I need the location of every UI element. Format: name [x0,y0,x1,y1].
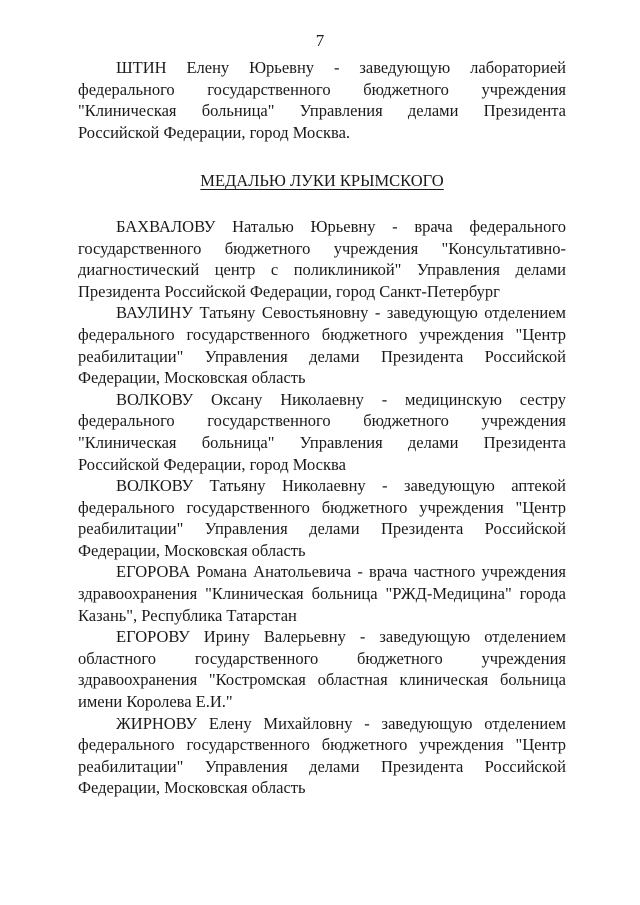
awardee-entry: ВАУЛИНУ Татьяну Севостьяновну - заведующую отделением федерального государственного бюджетного учреждения "Центр реабилитации" Управления делами Президента Российской Федерации, Московская область [78,303,566,388]
intro-paragraph: ШТИН Елену Юрьевну - заведующую лабораторией федерального государственного бюджетного учреждения "Клиническая больница" Управления делами Президента Российской Федерации, город Москва. [78,58,566,142]
awardee-entry: ВОЛКОВУ Оксану Николаевну - медицинскую сестру федерального государственного бюджетного учреждения "Клиническая больница" Управления делами Президента Российской Федерации, город Москва [78,389,566,474]
awardee-list [78,216,566,799]
awardee-entry: БАХВАЛОВУ Наталью Юрьевну - врача федерального государственного бюджетного учреждения "Консультативно-диагностический центр с поликлиникой" Управления делами Президента Российской Федерации, город Санкт-Петербург [78,216,566,301]
awardee-entry: ЕГОРОВУ Ирину Валерьевну - заведующую отделением областного государственного бюджетного учреждения здравоохранения "Костромская областная клиническая больница имени Королева Е.И." [78,627,566,712]
awardee-entry: ЕГОРОВА Романа Анатольевича - врача частного учреждения здравоохранения "Клиническая больница "РЖД-Медицина" города Казань", Республика Татарстан [78,562,566,625]
awardee-entry: ВОЛКОВУ Татьяну Николаевну - заведующую аптекой федерального государственного бюджетного учреждения "Центр реабилитации" Управления делами Президента Российской Федерации, Московская область [78,476,566,560]
document-body [78,57,566,799]
awardee-entry: ЖИРНОВУ Елену Михайловну - заведующую отделением федерального государственного бюджетного учреждения "Центр реабилитации" Управления делами Президента Российской Федерации, Московская область [78,713,566,798]
page-number: 7 [315,31,325,50]
section-heading: МЕДАЛЬЮ ЛУКИ КРЫМСКОГО [200,171,444,191]
